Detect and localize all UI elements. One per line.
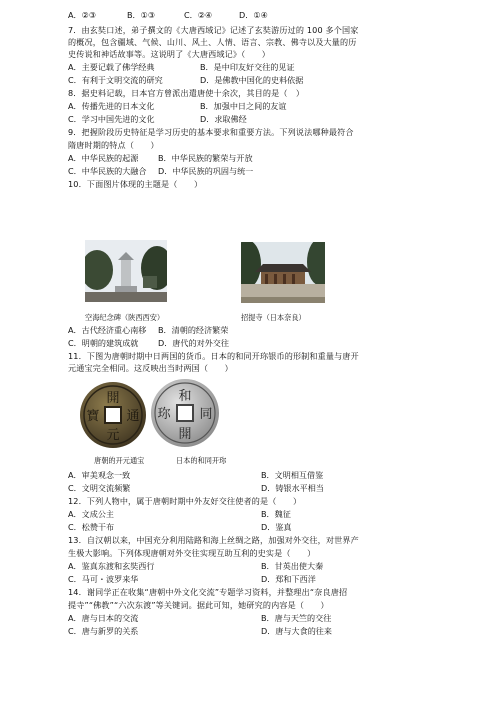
q8-option-c: C．学习中国先进的文化 xyxy=(68,114,155,124)
q7-option-a: A．主要记载了佛学经典 xyxy=(68,62,155,72)
q13-options-row1 xyxy=(68,561,437,572)
coin1-char-left: 寶 xyxy=(86,409,100,424)
q14-stem-line1: 14．谢同学正在收集“唐朝中外文化交流”专题学习资料，并整理出“奈良唐招 xyxy=(68,587,348,597)
q9-options-row1 xyxy=(68,153,437,164)
q11-stem-line1: 11．下图为唐朝时期中日两国的货币。日本的和同开珎银币的形制和重量与唐开 xyxy=(68,351,359,361)
q9-stem-line1: 9．把握阶段历史特征是学习历史的基本要求和重要方法。下列说法哪种最符合 xyxy=(68,127,354,137)
q13-stem-line1: 13．自汉朝以来，中国充分利用陆路和海上丝绸之路，加强对外交往，对世界产 xyxy=(68,535,359,545)
q12-options-row1 xyxy=(68,509,437,520)
q14-options-row2 xyxy=(68,626,437,637)
q13-option-d: D．郑和下西洋 xyxy=(261,574,316,584)
q14-option-c: C．唐与新罗的关系 xyxy=(68,626,139,636)
q10-stem-line1: 10．下面图片体现的主题是（ ） xyxy=(68,179,203,189)
q7-option-d: D．是佛教中国化的史料依据 xyxy=(200,75,304,85)
q11-option-d: D．铸银水平相当 xyxy=(261,483,324,493)
q14-option-d: D．唐与大食的往来 xyxy=(261,626,332,636)
q13-option-b: B．甘英出使大秦 xyxy=(261,561,324,571)
q14-option-a: A．唐与日本的交流 xyxy=(68,613,139,623)
q7-stem-line3: 史传说和神话故事等。这说明了《大唐西域记》（ ） xyxy=(68,49,271,59)
q12-option-b: B．魏征 xyxy=(261,509,291,519)
q12-options-row2 xyxy=(68,522,437,533)
q10-caption-2: 招提寺（日本奈良） xyxy=(241,313,306,322)
kaiyuan-tongbao-coin xyxy=(79,381,147,449)
kukai-monument-photo xyxy=(85,240,167,302)
q11-options-row1 xyxy=(68,470,437,481)
q6-option-a: A．②③ xyxy=(68,10,97,20)
q13-stem-line2: 生极大影响。下列体现唐朝对外交往实现互助互利的史实是（ ） xyxy=(68,548,316,558)
q12-option-c: C．松赞干布 xyxy=(68,522,115,532)
q6-option-d: D．①④ xyxy=(239,10,268,20)
q8-stem-line1: 8．据史料记载，日本官方曾派出遣唐使十余次，其目的是（ ） xyxy=(68,88,305,98)
q9-option-d: D．中华民族的巩固与统一 xyxy=(158,166,254,176)
q10-option-a: A．古代经济重心南移 xyxy=(68,325,147,335)
q6-option-b: B．①③ xyxy=(127,10,156,20)
q7-option-c: C．有利于文明交流的研究 xyxy=(68,75,163,85)
q8-option-d: D．求取佛经 xyxy=(200,114,247,124)
q12-option-a: A．文成公主 xyxy=(68,509,115,519)
wado-kaichin-coin xyxy=(150,378,220,448)
q11-option-b: B．文明相互借鉴 xyxy=(261,470,324,480)
q8-options-row1 xyxy=(68,101,437,112)
q10-option-b: B．清朝的经济繁荣 xyxy=(158,325,229,335)
q12-option-d: D．鉴真 xyxy=(261,522,292,532)
q9-option-a: A．中华民族的起源 xyxy=(68,153,139,163)
q12-stem-line1: 12．下列人物中，属于唐朝时期中外友好交往使者的是（ ） xyxy=(68,496,302,506)
q7-options-row1 xyxy=(68,62,437,73)
q10-options-row1 xyxy=(68,325,437,336)
coin1-char-top: 開 xyxy=(106,391,120,406)
q9-option-b: B．中华民族的繁荣与开放 xyxy=(158,153,253,163)
q9-stem-line2: 隋唐时期的特点（ ） xyxy=(68,140,159,150)
q11-caption-2: 日本的和同开珎 xyxy=(176,456,227,465)
q13-option-a: A．鉴真东渡和玄奘西行 xyxy=(68,561,155,571)
q10-caption-1: 空海纪念碑（陕西西安） xyxy=(85,313,165,322)
q9-option-c: C．中华民族的大融合 xyxy=(68,166,147,176)
q11-options-row2 xyxy=(68,483,437,494)
q6-options xyxy=(68,10,437,21)
q8-option-a: A．传播先进的日本文化 xyxy=(68,101,155,111)
q14-options-row1 xyxy=(68,613,437,624)
q7-stem-line1: 7．由玄奘口述，弟子撰文的《大唐西域记》记述了玄奘游历过的 100 多个国家 xyxy=(68,25,359,35)
q11-option-c: C．文明交流频繁 xyxy=(68,483,131,493)
q9-options-row2 xyxy=(68,166,437,177)
q7-options-row2 xyxy=(68,75,437,86)
q8-options-row2 xyxy=(68,114,437,125)
coin2-char-top: 和 xyxy=(178,389,192,404)
q6-option-c: C．②④ xyxy=(184,10,213,20)
toshodaiji-temple-photo xyxy=(241,242,325,303)
q8-option-b: B．加强中日之间的友谊 xyxy=(200,101,287,111)
q11-stem-line2: 元通宝完全相同。这反映出当时两国（ ） xyxy=(68,363,233,373)
coin2-char-left: 珎 xyxy=(157,407,171,422)
q13-options-row2 xyxy=(68,574,437,585)
q7-option-b: B．是中印友好交往的见证 xyxy=(200,62,295,72)
coin2-char-right: 同 xyxy=(199,407,213,422)
coin2-char-bottom: 開 xyxy=(178,427,192,442)
q10-options-row2 xyxy=(68,338,437,349)
q14-option-b: B．唐与天竺的交往 xyxy=(261,613,332,623)
q10-option-c: C．明朝的建筑成就 xyxy=(68,338,139,348)
coin1-char-bottom: 元 xyxy=(106,428,120,443)
q11-caption-1: 唐朝的开元通宝 xyxy=(94,456,145,465)
q11-option-a: A．审美观念一致 xyxy=(68,470,131,480)
q7-stem-line2: 的概况，包含疆域、气候、山川、风土、人情、语言、宗教、佛寺以及大量的历 xyxy=(68,37,357,47)
q10-option-d: D．唐代的对外交往 xyxy=(158,338,229,348)
q14-stem-line2: 提寺”“佛教”“六次东渡”等关键词。据此可知，她研究的内容是（ ） xyxy=(68,600,329,610)
coin1-char-right: 通 xyxy=(126,409,140,424)
q13-option-c: C．马可・波罗来华 xyxy=(68,574,139,584)
